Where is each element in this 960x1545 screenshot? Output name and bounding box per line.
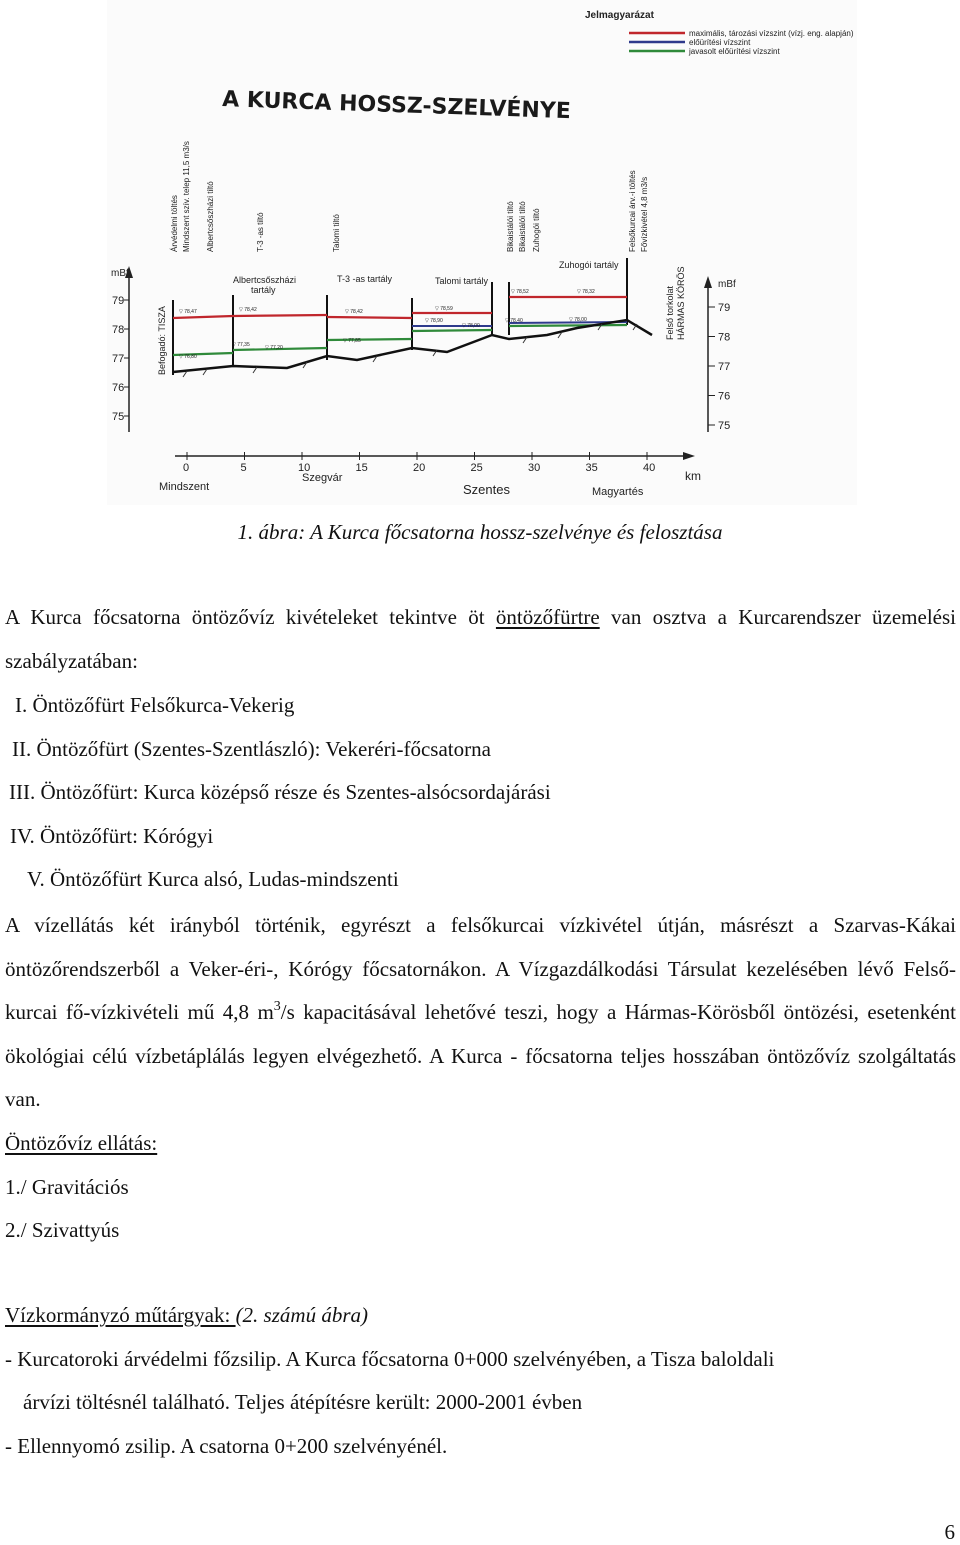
place-label: Magyartés (592, 486, 644, 498)
profile-figure (107, 0, 857, 505)
structure-label: Albertcsőszházi tiltó (206, 181, 215, 252)
intro-paragraph: A Kurca főcsatorna öntözővíz kivételeket tekintve öt öntözőfürtre van osztva a Kurcarendszer üzemelési szabályzatában: (5, 605, 956, 673)
level-label: ▽ 78,47 (179, 309, 197, 315)
structure-label: Mindszent szív. telep 11,5 m3/s (182, 141, 191, 252)
right-vertical-label-1: Felső torkolat (665, 285, 675, 340)
cluster-item: IV. Öntözőfürt: Kórógyi (10, 823, 214, 848)
cluster-item: III. Öntözőfürt: Kurca középső része és Szentes-alsócsordajárási (9, 780, 551, 804)
left-tick-label: 77 (112, 353, 125, 365)
cluster-item: II. Öntözőfürt (Szentes-Szentlászló): Vekeréri-főcsatorna (12, 736, 491, 761)
irrigation-item: 2./ Szivattyús (5, 1218, 120, 1242)
legend-label: javasolt előürítési vízszint (689, 47, 780, 56)
right-tick-label: 78 (718, 331, 731, 344)
reach-label: Talomi tartály (435, 276, 489, 286)
level-label: ▽ 77,85 (343, 338, 361, 344)
km-tick-label: 15 (355, 462, 368, 474)
place-label: Szentes (463, 482, 510, 497)
km-tick-label: 5 (240, 462, 247, 474)
level-label: ▽ 78,52 (511, 289, 529, 295)
cluster-item: V. Öntözőfürt Kurca alsó, Ludas-mindszenti (27, 867, 399, 891)
structure-item-1-cont: árvízi töltésnél található. Teljes átépítésre került: 2000-2001 évben (23, 1390, 583, 1414)
level-label: ▽ 78,00 (462, 323, 480, 329)
level-label: ▽ 77,20 (265, 345, 283, 351)
km-tick-label: 35 (585, 462, 598, 474)
figure-reference[interactable]: (2. számú ábra) (235, 1303, 368, 1327)
left-vertical-label: Befogadó: TISZA (157, 306, 167, 375)
left-tick-label: 79 (112, 295, 125, 307)
clusters-link[interactable]: öntözőfürtre (495, 605, 600, 629)
supply-block (5, 904, 956, 1122)
structure-label: Bikaistálói tiltó (518, 201, 527, 252)
level-label: ▽ 78,00 (569, 317, 587, 323)
reach-label: T-3 -as tartály (337, 274, 393, 284)
km-tick-label: 25 (470, 462, 483, 474)
right-tick-label: 79 (718, 302, 731, 314)
place-label: Mindszent (159, 481, 210, 493)
right-axis-ticks (708, 302, 730, 432)
structure-label: Bikaistálói tiltó (506, 201, 515, 252)
level-label: ▽ 78,40 (505, 318, 523, 324)
profile-chart (107, 0, 857, 505)
right-tick-label: 75 (718, 420, 731, 432)
right-vertical-label-2: HÁRMAS KÖRÖS (676, 266, 686, 340)
reach-label: Zuhogói tartály (559, 260, 619, 270)
reach-label: tartály (251, 285, 276, 295)
reach-label: Albertcsőszházi (233, 275, 297, 285)
level-label: ▽ 78,90 (425, 318, 443, 324)
km-unit: km (685, 469, 701, 483)
level-label: ▽ 78,59 (435, 306, 453, 312)
irrigation-block (5, 1122, 956, 1253)
legend-label: maximális, tározási vízszint (vízj. eng. alapján) (689, 29, 854, 38)
reach-labels (233, 260, 619, 295)
right-tick-label: 77 (718, 361, 731, 373)
structure-label: Felsőkurcai árv.-i töltés (628, 170, 637, 252)
structure-label: Zuhogói tiltó (532, 208, 541, 252)
km-tick-label: 10 (298, 462, 311, 474)
left-tick-label: 78 (112, 324, 125, 336)
structure-item-1: - Kurcatoroki árvédelmi főzsilip. A Kurca főcsatorna 0+000 szelvényében, a Tisza baloldali (5, 1346, 775, 1371)
left-axis-ticks (112, 295, 129, 423)
left-tick-label: 75 (112, 411, 125, 423)
legend-title: Jelmagyarázat (585, 10, 654, 21)
right-tick-label: 76 (718, 390, 731, 403)
structure-label: Fővízkivétel 4,8 m3/s (640, 176, 649, 252)
page-number: 6 (944, 1520, 955, 1544)
place-labels (159, 472, 644, 498)
level-label: ▽ 76,80 (179, 354, 197, 360)
left-axis-unit: mBf (111, 268, 129, 279)
irrigation-item: 1./ Gravitációs (5, 1174, 129, 1199)
structure-label: T-3 -as tiltó (256, 212, 265, 252)
legend (629, 29, 854, 56)
irrigation-heading: Öntözővíz ellátás: (5, 1131, 158, 1155)
figure-caption: 1. ábra: A Kurca főcsatorna hossz-szelvénye és felosztása (237, 520, 723, 544)
level-label: ▽ 78,42 (345, 309, 363, 315)
structure-label: Árvédelmi töltés (170, 195, 179, 252)
place-label: Szegvár (302, 472, 343, 484)
level-label: ▽ 78,32 (577, 289, 595, 295)
level-label: ▽ 78,42 (239, 307, 257, 313)
left-tick-label: 76 (112, 382, 125, 394)
cluster-item: I. Öntözőfürt Felsőkurca-Vekerig (15, 693, 295, 717)
right-axis-unit: mBf (718, 279, 736, 290)
km-tick-label: 40 (643, 462, 656, 474)
structures-block (5, 1294, 956, 1468)
km-tick-label: 20 (413, 462, 426, 474)
level-label: ▽ 77,35 (232, 342, 250, 348)
legend-label: előürítési vízszint (689, 38, 751, 47)
structure-labels (170, 141, 649, 252)
intro-block (5, 596, 956, 683)
figure-title: A KURCA HOSSZ-SZELVÉNYE (221, 87, 572, 125)
structure-label: Talomi tiltó (332, 214, 341, 252)
supply-paragraph: A vízellátás két irányból történik, egyrészt a felsőkurcai vízkivétel útján, másrészt a Szarvas-Kákai öntözőrendszerből a Veker-éri-, Kórógy főcsatornákon. A Vízgazdálkodási Társulat kezelésében lévő Felső-kurcai fő-vízkivételi mű 4,8 $m^3/s$ kapacitásával lehetővé teszi, hogy a Hármas-Körösből öntözési, esetenként ökológiai célú vízbetáplálás legyen elvégezhető. A Kurca - főcsatorna teljes hosszában öntözővíz szolgáltatás van. (5, 913, 956, 1111)
cluster-list (5, 684, 956, 902)
structure-item-2: - Ellennyomó zsilip. A csatorna 0+200 szelvényénél. (5, 1433, 448, 1458)
structures-heading: Vízkormányzó műtárgyak: (2. számú ábra) (5, 1303, 368, 1327)
km-tick-label: 30 (528, 462, 541, 474)
km-tick-label: 0 (183, 462, 190, 474)
